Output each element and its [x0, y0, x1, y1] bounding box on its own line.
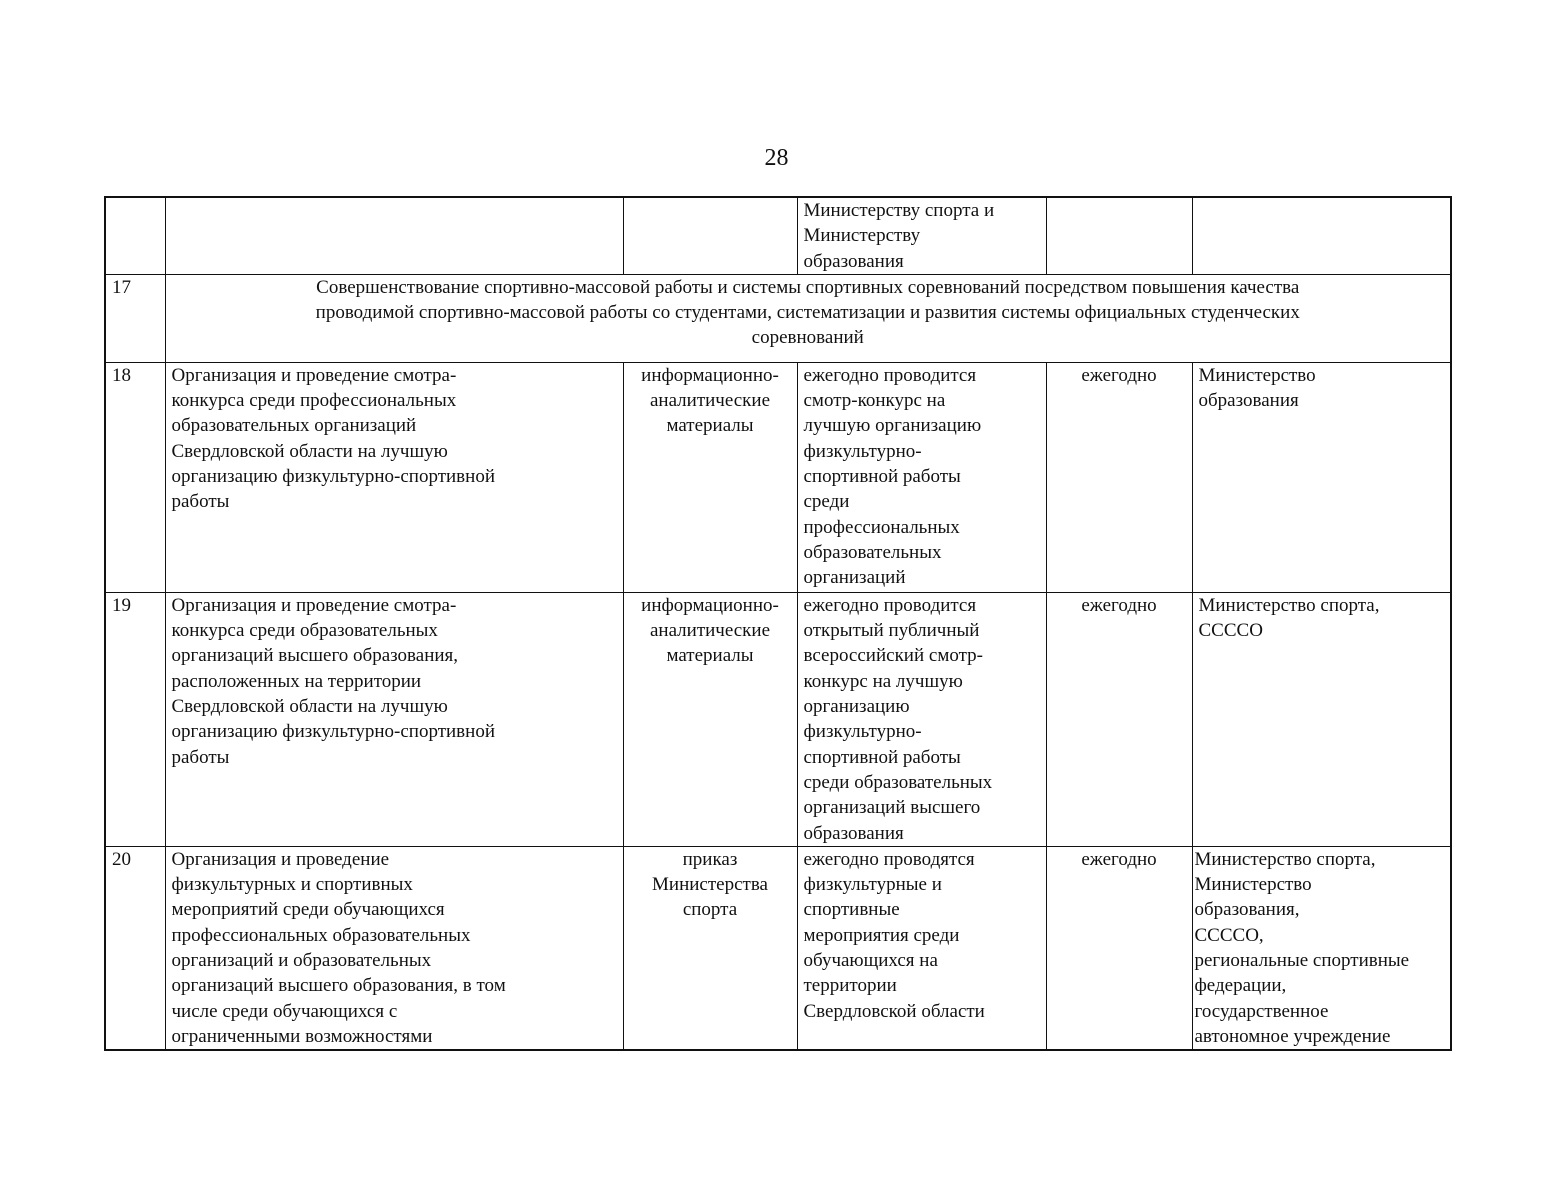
cell-document: [623, 592, 797, 846]
text-line: конкурса среди профессиональных: [171, 390, 457, 412]
text-line: СССCO,: [1194, 924, 1264, 946]
cell-activity: [165, 197, 623, 274]
text-line: приказ: [682, 848, 738, 870]
text-line: всероссийский смотр-: [803, 645, 983, 667]
text-line: материалы: [666, 415, 754, 437]
text-line: образования: [803, 250, 904, 272]
text-line: конкурс на лучшую: [803, 670, 963, 692]
cell-number: [105, 197, 165, 274]
text-line: образования: [803, 822, 904, 844]
text-line: Министерства: [652, 874, 768, 896]
text-line: Свердловской области на лучшую: [171, 440, 448, 462]
text-line: Организация и проведение: [171, 848, 390, 870]
text-line: конкурса среди образовательных: [171, 620, 438, 642]
text-line: организаций: [803, 567, 906, 589]
text-line: региональные спортивные: [1194, 950, 1410, 972]
text-line: федерации,: [1194, 975, 1287, 997]
cell-activity: [165, 592, 623, 846]
page-number: 28: [764, 145, 789, 171]
text-line: Министерство: [1194, 874, 1312, 896]
text-line: государственное: [1194, 1000, 1329, 1022]
section-title: [165, 274, 1451, 362]
text-line: Организация и проведение смотра-: [171, 364, 457, 386]
text-line: территории: [803, 975, 897, 997]
text-line: обучающихся на: [803, 950, 938, 972]
cell-result: [797, 197, 1046, 274]
cell-responsible: [1192, 846, 1451, 1050]
text-line: Свердловской области: [803, 1000, 985, 1022]
cell-document: [623, 362, 797, 592]
plan-table: [104, 196, 1452, 1051]
text-line: организацию: [803, 696, 910, 718]
text-line: Министерство спорта,: [1194, 848, 1376, 870]
cell-activity: [165, 846, 623, 1050]
text-line: образования,: [1194, 899, 1300, 921]
text-line: физкультурно-: [803, 721, 922, 743]
text-line: организацию физкультурно-спортивной: [171, 466, 495, 488]
text-line: организаций высшего: [803, 797, 981, 819]
text-line: аналитические: [649, 620, 771, 642]
text-line: организацию физкультурно-спортивной: [171, 721, 495, 743]
cell-deadline: [1046, 197, 1192, 274]
text-line: аналитические: [649, 390, 771, 412]
text-line: мероприятия среди: [803, 924, 960, 946]
text-line: образовательных организаций: [171, 415, 417, 437]
text-line: профессиональных: [803, 516, 960, 538]
cell-document: [623, 846, 797, 1050]
text-line: расположенных на территории: [171, 670, 422, 692]
text-line: среди: [803, 491, 850, 513]
text-line: смотр-конкурс на: [803, 390, 946, 412]
text-line: Министерству спорта и: [803, 200, 995, 221]
text-line: работы: [171, 491, 230, 513]
cell-deadline: ежегодно: [1046, 592, 1192, 846]
cell-deadline: ежегодно: [1046, 846, 1192, 1050]
table-row: [105, 592, 1451, 846]
table-row: [105, 362, 1451, 592]
text-line: материалы: [666, 645, 754, 667]
text-line: образовательных: [803, 541, 942, 563]
cell-number: 18: [105, 362, 165, 592]
text-line: лучшую организацию: [803, 415, 982, 437]
text-line: соревнований: [751, 327, 864, 349]
text-line: информационно-: [641, 364, 779, 386]
text-line: спорта: [682, 899, 738, 921]
cell-responsible: [1192, 197, 1451, 274]
text-line: Организация и проведение смотра-: [171, 594, 457, 616]
cell-result: [797, 592, 1046, 846]
text-line: Министерство спорта,: [1198, 594, 1380, 616]
cell-responsible: [1192, 592, 1451, 846]
text-line: открытый публичный: [803, 620, 980, 642]
cell-result: [797, 362, 1046, 592]
text-line: физкультурные и: [803, 874, 942, 896]
text-line: ежегодно проводится: [803, 594, 977, 616]
text-line: СССCO: [1198, 620, 1263, 642]
cell-number: 20: [105, 846, 165, 1050]
text-line: автономное учреждение: [1194, 1025, 1391, 1047]
text-line: организаций высшего образования, в том: [171, 975, 506, 997]
text-line: Свердловской области на лучшую: [171, 696, 448, 718]
table-row-continuation: [105, 197, 1451, 274]
text-line: Министерству: [803, 225, 921, 247]
text-line: спортивной работы: [803, 466, 961, 488]
section-number: 17: [105, 274, 165, 362]
text-line: Совершенствование спортивно-массовой работы и системы спортивных соревнований посредством повышения качества: [316, 276, 1300, 298]
cell-deadline: ежегодно: [1046, 362, 1192, 592]
text-line: физкультурных и спортивных: [171, 874, 413, 896]
text-line: профессиональных образовательных: [171, 924, 471, 946]
text-line: Министерство: [1198, 364, 1316, 386]
text-line: числе среди обучающихся с: [171, 1000, 398, 1022]
text-line: ежегодно проводятся: [803, 848, 975, 870]
cell-responsible: [1192, 362, 1451, 592]
text-line: спортивные: [803, 899, 900, 921]
cell-result: [797, 846, 1046, 1050]
cell-activity: [165, 362, 623, 592]
text-line: информационно-: [641, 594, 779, 616]
table-row: [105, 846, 1451, 1050]
cell-number: 19: [105, 592, 165, 846]
text-line: мероприятий среди обучающихся: [171, 899, 445, 921]
text-line: спортивной работы: [803, 746, 961, 768]
text-line: ежегодно проводится: [803, 364, 977, 386]
section-row: [105, 274, 1451, 362]
cell-document: [623, 197, 797, 274]
text-line: организаций высшего образования,: [171, 645, 459, 667]
text-line: проводимой спортивно-массовой работы со студентами, систематизации и развития системы официальных студенческих: [315, 302, 1300, 324]
text-line: образования: [1198, 390, 1299, 412]
text-line: физкультурно-: [803, 440, 922, 462]
text-line: ограниченными возможностями: [171, 1025, 433, 1047]
text-line: организаций и образовательных: [171, 950, 432, 972]
text-line: среди образовательных: [803, 771, 993, 793]
text-line: работы: [171, 746, 230, 768]
